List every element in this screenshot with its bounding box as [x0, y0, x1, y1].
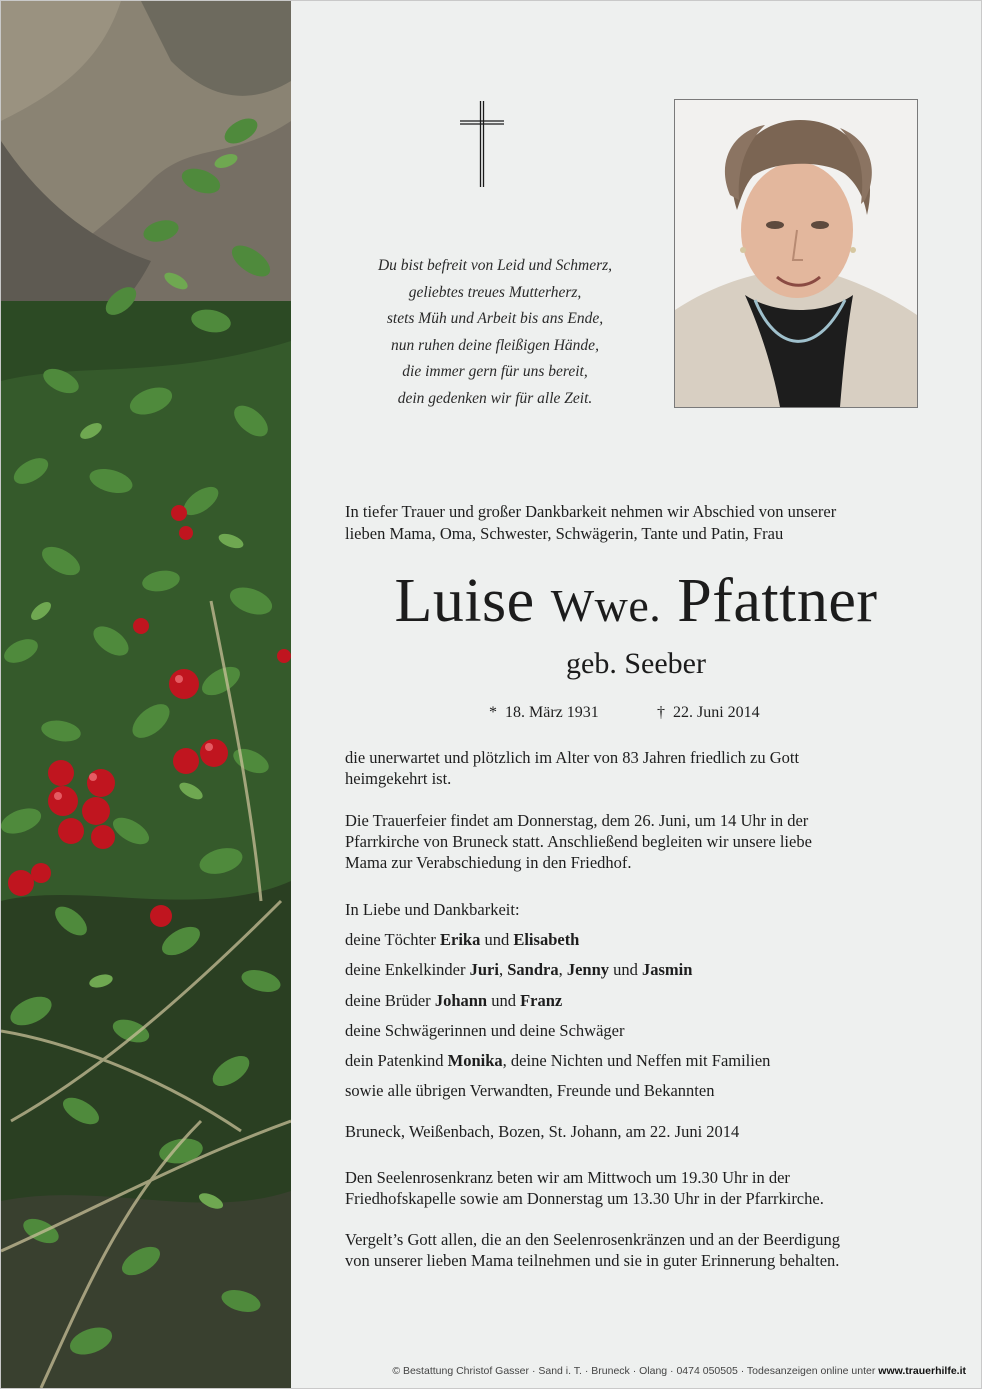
paragraph-line: Vergelt’s Gott allen, die an den Seelenrosenkränzen und an der Beerdigung: [345, 1230, 840, 1249]
connector: und: [609, 960, 643, 980]
intro-line: In tiefer Trauer und großer Dankbarkeit nehmen wir Abschied von unserer: [345, 502, 837, 521]
footer: [291, 1365, 966, 1377]
poem-line: stets Müh und Arbeit bis ans Ende,: [386, 310, 604, 328]
place-and-date: Bruneck, Weißenbach, Bozen, St. Johann, am 22. Juni 2014: [345, 1122, 740, 1141]
paragraph-line: Friedhofskapelle sowie am Donnerstag um 13.30 Uhr in der Pfarrkirche.: [345, 1189, 824, 1208]
mourners-label: deine Brüder: [345, 990, 435, 1010]
mourners-label: deine Enkelkinder: [345, 960, 470, 980]
birth-date: [489, 701, 599, 725]
death-date: [657, 701, 760, 725]
paragraph-line: von unserer lieben Mama teilnehmen und sie in guter Erinnerung behalten.: [345, 1251, 840, 1270]
mourner-name: Erika: [440, 930, 481, 950]
mourner-name: Jenny: [566, 960, 610, 980]
paragraph-line: Den Seelenrosenkranz beten wir am Mittwoch um 19.30 Uhr in der: [345, 1168, 790, 1187]
portrait-photo: [674, 99, 918, 408]
paragraph-line: heimgekehrt ist.: [345, 769, 452, 788]
connector: ,: [498, 960, 508, 980]
poem-line: nun ruhen deine fleißigen Hände,: [391, 336, 599, 354]
memorial-poem: [319, 253, 671, 413]
connector: ,: [558, 960, 567, 980]
paragraph-funeral: [345, 810, 919, 873]
mourners-heading: In Liebe und Dankbarkeit:: [345, 900, 520, 919]
birth-name: geb. Seeber: [566, 647, 706, 680]
connector: und: [480, 930, 514, 950]
lingonberry-photo: [1, 1, 291, 1388]
paragraph-line: Mama zur Verabschiedung in den Friedhof.: [345, 853, 632, 872]
mourners-brothers: [345, 988, 919, 1018]
mourners-inlaws: deine Schwägerinnen und deine Schwäger: [345, 1020, 625, 1040]
mourners-list: [345, 897, 919, 1108]
mourners-grandchildren: [345, 957, 919, 987]
paragraph-death: [345, 747, 919, 789]
mourners-godchild: [345, 1048, 919, 1078]
widow-abbreviation: Wwe.: [550, 580, 662, 631]
death-symbol: †: [657, 704, 665, 721]
poem-line: dein gedenken wir für alle Zeit.: [397, 389, 593, 407]
mourner-name: Elisabeth: [513, 930, 580, 950]
footer-text: © Bestattung Christof Gasser · Sand i. T. · Bruneck · Olang · 0474 050505 · Todesanzeigen online unter: [392, 1365, 879, 1377]
paragraph-line: Pfarrkirche von Bruneck statt. Anschließend begleiten wir unsere liebe: [345, 832, 812, 851]
poem-line: Du bist befreit von Leid und Schmerz,: [377, 257, 613, 274]
intro-line: lieben Mama, Oma, Schwester, Schwägerin, Tante und Patin, Frau: [345, 524, 784, 543]
deceased-name: [291, 561, 981, 646]
connector: , deine Nichten und Neffen mit Familien: [502, 1050, 771, 1070]
death-date-value: 22. Juni 2014: [673, 704, 760, 721]
paragraph-rosary: [345, 1167, 919, 1209]
footer-link[interactable]: www.trauerhilfe.it: [878, 1365, 966, 1377]
last-name: Pfattner: [677, 567, 878, 635]
paragraph-gratitude: [345, 1229, 919, 1271]
birth-date-value: 18. März 1931: [505, 704, 599, 721]
mourner-name: Juri: [469, 960, 499, 980]
birth-symbol: *: [489, 704, 497, 721]
connector: und: [487, 990, 521, 1010]
double-line-cross-icon: [459, 101, 505, 187]
intro-text: [345, 501, 919, 545]
poem-line: geliebtes treues Mutterherz,: [408, 283, 582, 301]
poem-line: die immer gern für uns bereit,: [402, 363, 588, 381]
mourner-name: Jasmin: [642, 960, 693, 980]
mourner-name: Monika: [447, 1050, 503, 1070]
paragraph-line: Die Trauerfeier findet am Donnerstag, dem 26. Juni, um 14 Uhr in der: [345, 811, 809, 830]
mourners-label: deine Töchter: [345, 930, 440, 950]
mourner-name: Sandra: [507, 960, 559, 980]
paragraph-line: die unerwartet und plötzlich im Alter von 83 Jahren friedlich zu Gott: [345, 748, 800, 767]
mourners-daughters: [345, 927, 919, 957]
first-name: Luise: [394, 567, 535, 635]
mourner-name: Johann: [434, 990, 488, 1010]
mourner-name: Franz: [520, 990, 563, 1010]
mourners-others: sowie alle übrigen Verwandten, Freunde und Bekannten: [345, 1081, 715, 1101]
mourners-label: dein Patenkind: [345, 1050, 448, 1070]
